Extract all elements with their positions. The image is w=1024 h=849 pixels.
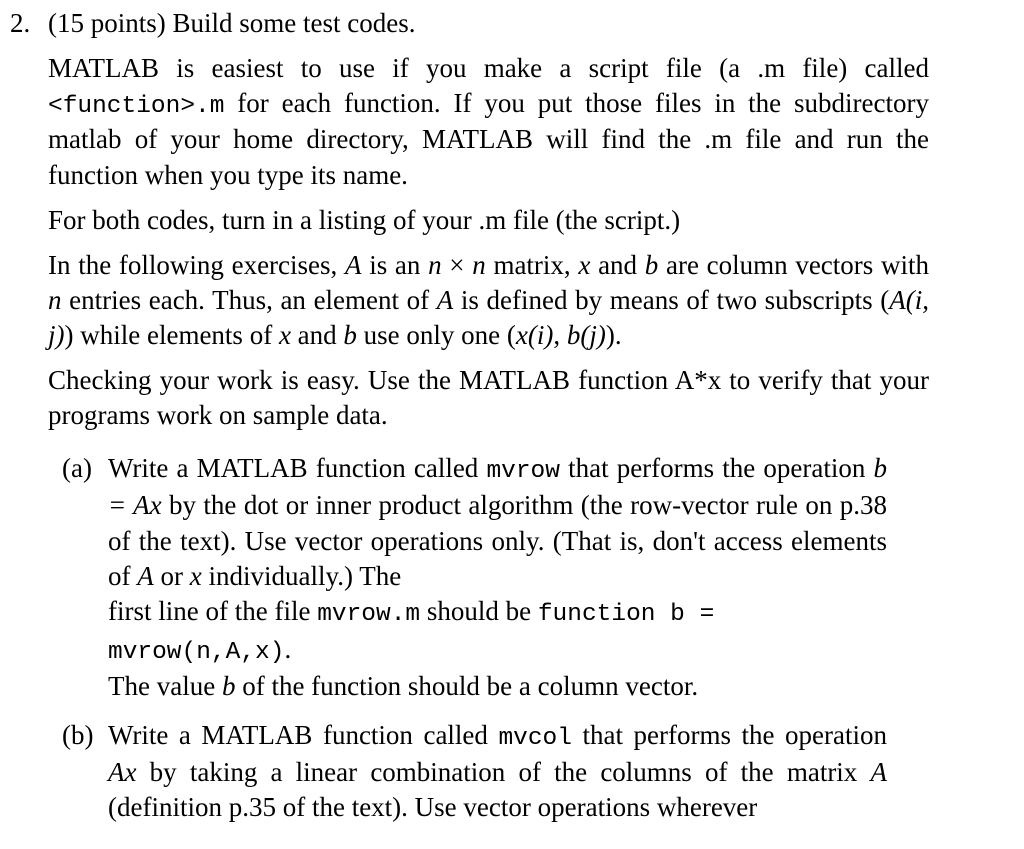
paragraph-notation: In the following exercises, A is an n × n matrix, x and b are column vectors with n entries each. Thus, an element of A is defined by means of two subscripts (A(i, j)) while elements of x and b use only one (x(i), b(j)). bbox=[48, 249, 929, 350]
problem-2 bbox=[0, 6, 1024, 826]
subpart-a-line-2: first line of the file mvrow.m should be function b = mvrow(n,A,x). bbox=[108, 596, 715, 666]
subpart-b-line-1: Write a MATLAB function called mvcol that performs the operation Ax by taking a linear combination of the columns of the matrix A (definition p.35 of the text). Use vector operations wherever bbox=[108, 719, 887, 823]
problem-number: 2. bbox=[10, 8, 31, 38]
paragraph-checking-work: Checking your work is easy. Use the MATLAB function A*x to verify that your programs work on sample data. bbox=[48, 365, 929, 431]
subpart-b-text bbox=[108, 718, 929, 826]
subpart-a-text bbox=[108, 451, 929, 704]
paragraph-turn-in-listing: For both codes, turn in a listing of your .m file (the script.) bbox=[48, 204, 681, 235]
document-page bbox=[0, 6, 1024, 849]
subpart-a-line-3: The value b of the function should be a column vector. bbox=[108, 670, 699, 701]
subpart-a bbox=[62, 451, 929, 704]
problem-title: (15 points) Build some test codes. bbox=[48, 8, 416, 38]
subparts-list bbox=[62, 451, 929, 826]
subpart-a-label: (a) bbox=[62, 453, 92, 484]
problem-heading bbox=[10, 6, 929, 41]
subpart-b-label: (b) bbox=[62, 719, 94, 750]
paragraph-matlab-script-file: MATLAB is easiest to use if you make a script file (a .m file) called <function>.m for each function. If you put those files in the subdirectory matlab of your home directory, MATLAB will find the .m file and run the function when you type its name. bbox=[48, 52, 929, 190]
subpart-a-line-1: Write a MATLAB function called mvrow that performs the operation b = Ax by the dot or inner product algorithm (the row-vector rule on p.38 of the text). Use vector operations only. (That is, don't access elements of A or x individually.) The bbox=[108, 453, 887, 592]
subpart-b bbox=[62, 718, 929, 826]
